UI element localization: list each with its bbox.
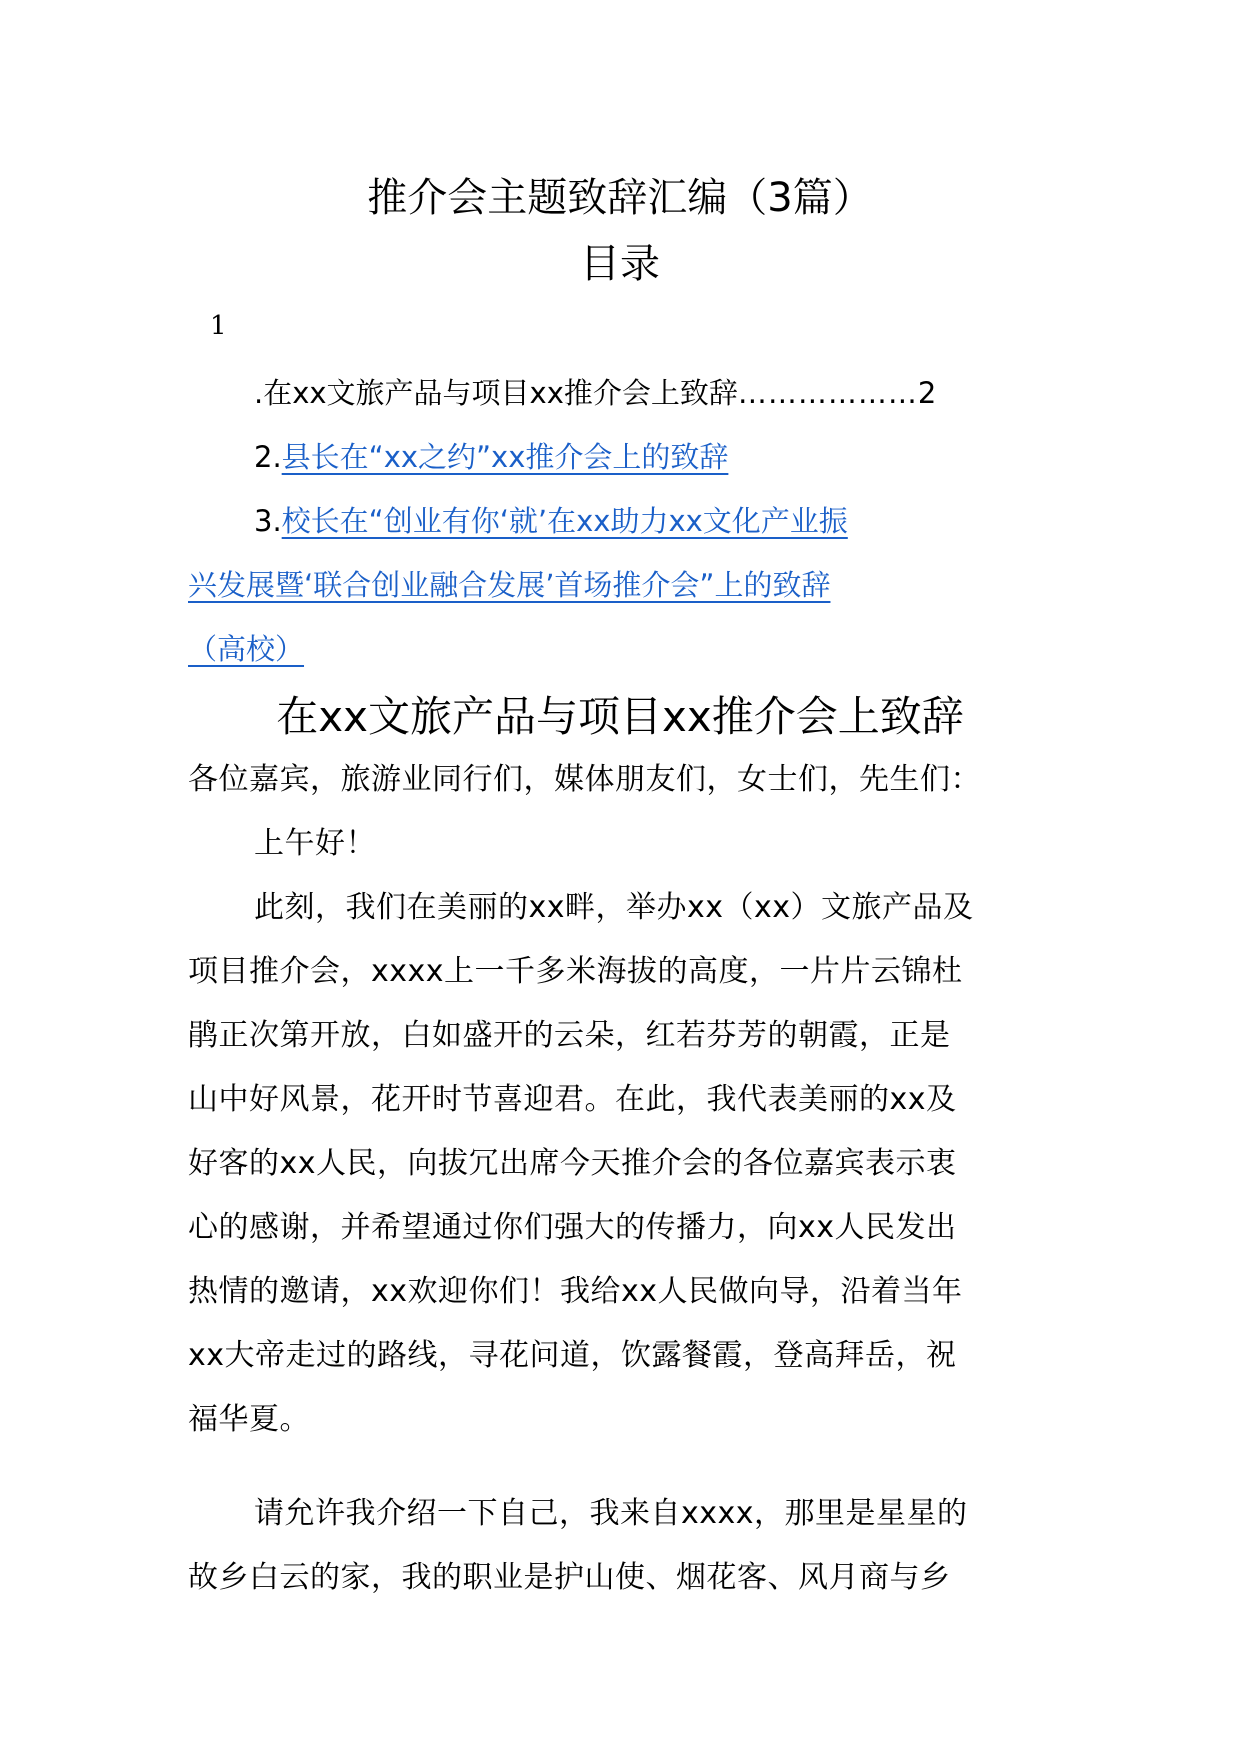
body-line: 福华夏。 [188,1402,310,1437]
toc-entry-3[interactable] [254,489,848,553]
toc-entry-3-continued-2[interactable] [188,617,304,681]
toc-heading: 目录 [580,241,660,287]
body-line: 心的感谢，并希望通过你们强大的传播力，向xx人民发出 [188,1210,957,1245]
body-line: 上午好！ [254,826,376,861]
toc-entry-1-page: 2 [917,376,937,410]
toc-entry-1-text: .在xx文旅产品与项目xx推介会上致辞 [254,376,738,410]
toc-entry-2-number: 2. [254,440,282,474]
body-line: 故乡白云的家，我的职业是护山使、烟花客、风月商与乡 [188,1560,951,1595]
toc-entry-3-continued[interactable] [188,553,830,617]
toc-entry-1-leader: ……………… [737,376,918,410]
toc-entry-2-link[interactable]: 县长在“xx之约”xx推介会上的致辞 [281,440,729,474]
body-line: 项目推介会，xxxx上一千多米海拔的高度，一片片云锦杜 [188,954,963,989]
body-line: 各位嘉宾，旅游业同行们，媒体朋友们，女士们，先生们： [188,762,981,797]
body-line: 鹃正次第开放，白如盛开的云朵，红若芬芳的朝霞，正是 [188,1018,951,1053]
body-line: 此刻，我们在美丽的xx畔，举办xx（xx）文旅产品及 [254,890,974,925]
toc-entry-3-link-line1[interactable]: 校长在“创业有你‘就’在xx助力xx文化产业振 [281,504,848,538]
section-title: 在xx文旅产品与项目xx推介会上致辞 [276,692,964,741]
toc-entry-2[interactable] [254,425,728,489]
document-title: 推介会主题致辞汇编（3篇） [367,175,873,221]
toc-entry-3-link-line3[interactable]: （高校） [188,632,305,666]
body-line: xx大帝走过的路线，寻花问道，饮露餐霞，登高拜岳，祝 [188,1338,957,1373]
toc-number: 1 [210,311,227,341]
body-line: 请允许我介绍一下自己，我来自xxxx，那里是星星的 [254,1496,968,1531]
body-line: 热情的邀请，xx欢迎你们！我给xx人民做向导，沿着当年 [188,1274,963,1309]
body-line: 好客的xx人民，向拔冗出席今天推介会的各位嘉宾表示衷 [188,1146,957,1181]
toc-entry-1[interactable] [254,361,1054,425]
body-line: 山中好风景，花开时节喜迎君。在此，我代表美丽的xx及 [188,1082,957,1117]
toc-entry-3-number: 3. [254,504,282,538]
toc-entry-3-link-line2[interactable]: 兴发展暨‘联合创业融合发展’首场推介会”上的致辞 [188,568,831,602]
